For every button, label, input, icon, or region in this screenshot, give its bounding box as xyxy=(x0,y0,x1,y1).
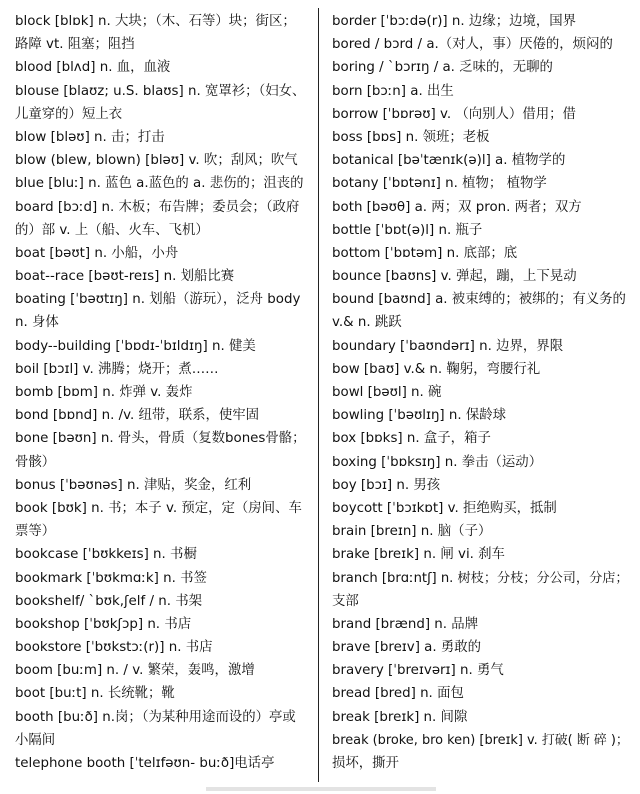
entry-line: brake [breɪk] n. 闸 vi. 刹车 xyxy=(332,547,505,563)
entry-line: both [bəʊθ] a. 两；双 pron. 两者；双方 xyxy=(332,199,582,215)
entry-line: blow (blew, blown) [bləʊ] v. 吹；刮风；吹气 xyxy=(15,153,298,169)
entry-line: bravery [ˈbreɪvərɪ] n. 勇气 xyxy=(332,663,504,679)
entry-line: bowl [bəʊl] n. 碗 xyxy=(332,385,442,400)
entry-line: 小隔间 xyxy=(15,732,56,748)
entry-line: 路障 vt. 阻塞；阻挡 xyxy=(15,37,135,53)
entry-line: blouse [blaʊz; u.S. blaʊs] n. 宽罩衫；（妇女、 xyxy=(15,83,306,99)
entry-line: bookstore [ˈbʊkstɔː(r)] n. 书店 xyxy=(15,640,213,656)
entry-line: bomb [bɒm] n. 炸弹 v. 轰炸 xyxy=(15,385,193,400)
entry-line: brand [brænd] n. 品牌 xyxy=(332,616,479,632)
entry-line: 的）部 v. 上（船、火车、飞机） xyxy=(15,222,209,238)
entry-line: bonus [ˈbəʊnəs] n. 津贴，奖金，红利 xyxy=(15,477,252,493)
entry-line: telephone booth [ˈtelɪfəʊn- buːð]电话亭 xyxy=(15,756,275,771)
entry-line: boom [buːm] n. / v. 繁荣，轰鸣，激增 xyxy=(15,663,255,679)
entry-line: bound [baʊnd] a. 被束缚的；被绑的；有义务的 xyxy=(332,292,626,308)
entry-line: book [bʊk] n. 书；本子 v. 预定，定（房间、车 xyxy=(15,500,302,516)
entry-line: bookshelf/ `bʊk,ʃelf / n. 书架 xyxy=(15,593,202,609)
scan-edge-mark xyxy=(206,787,436,791)
entry-line: boot [buːt] n. 长统靴；靴 xyxy=(15,686,175,702)
entry-line: botany [ˈbɒtənɪ] n. 植物； 植物学 xyxy=(332,176,547,192)
entry-line: bookshop [ˈbʊkʃɔp] n. 书店 xyxy=(15,616,192,632)
entry-line: born [bɔːn] a. 出生 xyxy=(332,83,454,99)
right-column xyxy=(332,10,632,775)
entry-line: 儿童穿的）短上衣 xyxy=(15,106,123,122)
entry-line: blood [blʌd] n. 血，血液 xyxy=(15,60,171,76)
entry-line: bone [bəʊn] n. 骨头，骨质（复数bones骨骼； xyxy=(15,431,306,447)
left-column xyxy=(15,10,315,775)
entry-line: brave [breɪv] a. 勇敢的 xyxy=(332,640,482,656)
entry-line: bond [bɒnd] n. /v. 纽带，联系，使牢固 xyxy=(15,408,260,424)
entry-line: bored / bɔrd / a.（对人，事）厌倦的，烦闷的 xyxy=(332,37,613,53)
entry-line: boring / `bɔrɪŋ / a. 乏味的，无聊的 xyxy=(332,60,553,76)
entry-line: boycott [ˈbɔɪkɒt] v. 拒绝购买，抵制 xyxy=(332,500,557,516)
entry-line: block [blɒk] n. 大块；（木、石等）块；街区； xyxy=(15,14,296,29)
entry-line: boat--race [bəʊt-reɪs] n. 划船比赛 xyxy=(15,269,235,285)
entry-line: boundary [ˈbaʊndərɪ] n. 边界，界限 xyxy=(332,338,564,354)
entry-line: bounce [baʊns] v. 弹起，蹦，上下晃动 xyxy=(332,269,577,285)
entry-line: branch [brɑːntʃ] n. 树枝；分枝；分公司，分店； xyxy=(332,570,629,586)
entry-line: bow [baʊ] v.& n. 鞠躬，弯腰行礼 xyxy=(332,361,541,377)
entry-line: boss [bɒs] n. 领班；老板 xyxy=(332,129,490,145)
entry-line: v.& n. 跳跃 xyxy=(332,315,402,331)
entry-line: 损坏，撕开 xyxy=(332,756,399,771)
entry-line: boil [bɔɪl] v. 沸腾；烧开；煮…… xyxy=(15,361,219,377)
entry-line: body--building [ˈbɒdɪ-ˈbɪldɪŋ] n. 健美 xyxy=(15,338,256,354)
entry-line: bottle [ˈbɒt(ə)l] n. 瓶子 xyxy=(332,222,483,238)
entry-line: n. 身体 xyxy=(15,315,59,331)
entry-line: break [breɪk] n. 间隙 xyxy=(332,709,468,725)
entry-line: 骨骸） xyxy=(15,454,56,470)
entry-line: bookmark [ˈbʊkmɑːk] n. 书签 xyxy=(15,570,207,586)
entry-line: booth [buːð] n.岗；（为某种用途而设的）亭或 xyxy=(15,709,296,725)
entry-line: 支部 xyxy=(332,593,359,609)
entry-line: blue [bluː] n. 蓝色 a.蓝色的 a. 悲伤的；沮丧的 xyxy=(15,176,304,192)
entry-line: bottom [ˈbɒtəm] n. 底部；底 xyxy=(332,245,518,261)
entry-line: border [ˈbɔːdə(r)] n. 边缘；边境，国界 xyxy=(332,14,577,29)
entry-line: 票等） xyxy=(15,524,56,540)
entry-line: boating [ˈbəʊtɪŋ] n. 划船（游玩），泛舟 body xyxy=(15,292,301,308)
entry-line: botanical [bəˈtænɪk(ə)l] a. 植物学的 xyxy=(332,153,566,169)
entry-line: brain [breɪn] n. 脑（子） xyxy=(332,524,492,540)
entry-line: break (broke, bro ken) [breɪk] v. 打破( 断 碎 )； xyxy=(332,732,629,748)
entry-line: boat [bəʊt] n. 小船，小舟 xyxy=(15,245,179,261)
entry-line: blow [bləʊ] n. 击；打击 xyxy=(15,129,165,145)
column-divider xyxy=(318,8,319,782)
entry-line: box [bɒks] n. 盒子，箱子 xyxy=(332,431,491,447)
entry-line: boxing [ˈbɒksɪŋ] n. 拳击（运动） xyxy=(332,454,543,470)
entry-line: borrow [ˈbɒrəʊ] v. （向别人）借用；借 xyxy=(332,106,576,122)
entry-line: bowling [ˈbəʊlɪŋ] n. 保龄球 xyxy=(332,408,507,424)
entry-line: bookcase [ˈbʊkkeɪs] n. 书橱 xyxy=(15,547,197,563)
entry-line: boy [bɔɪ] n. 男孩 xyxy=(332,477,441,493)
entry-line: board [bɔːd] n. 木板；布告牌；委员会；（政府 xyxy=(15,199,300,215)
entry-line: bread [bred] n. 面包 xyxy=(332,686,464,702)
